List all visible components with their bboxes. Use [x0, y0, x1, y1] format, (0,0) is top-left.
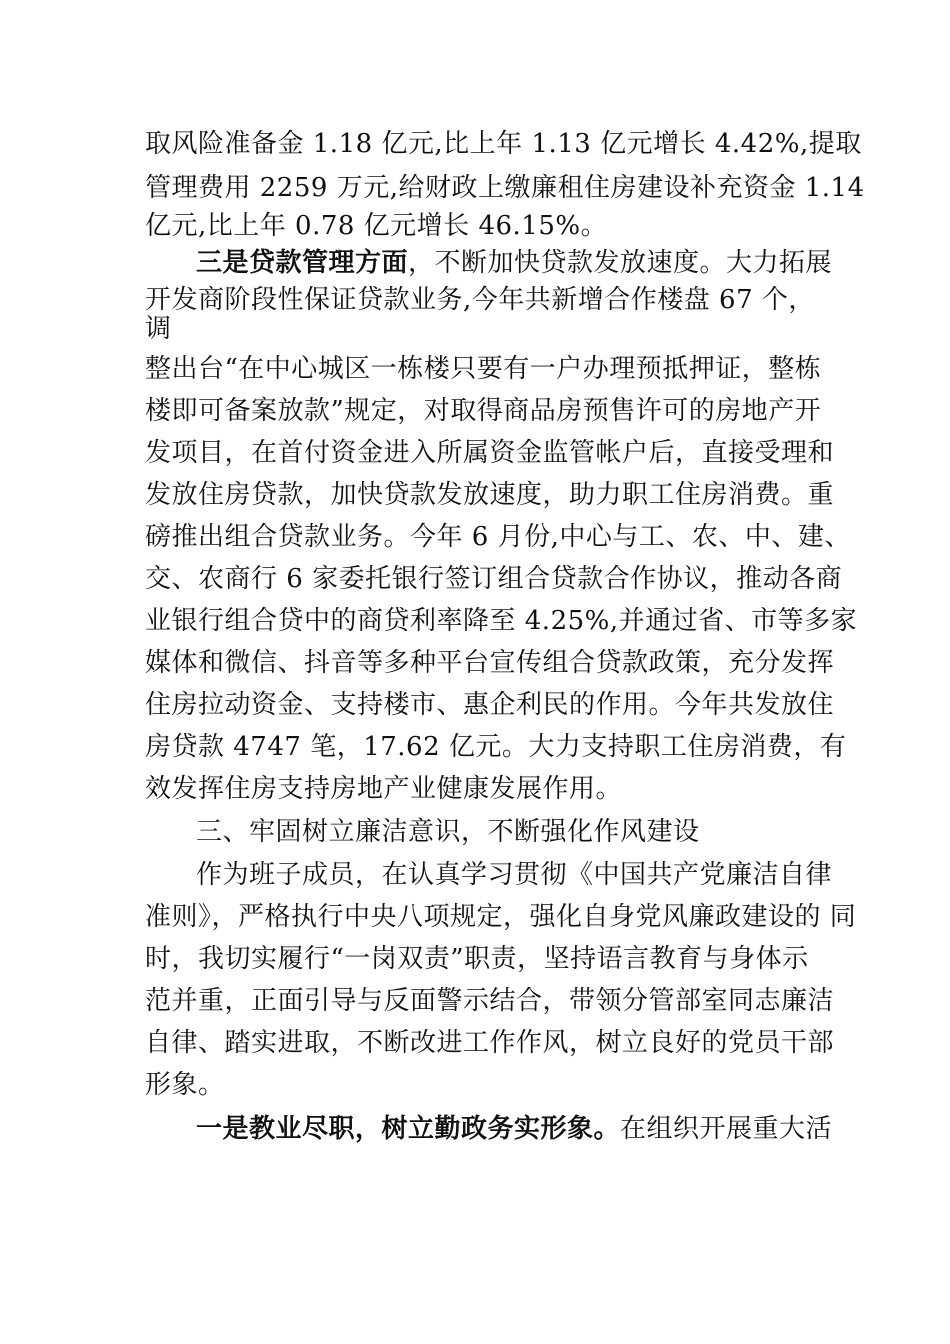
paragraph-line: 效发挥住房支持房地产业健康发展作用。	[145, 774, 623, 804]
paragraph-line: 亿元,比上年 0.78 亿元增长 46.15%。	[145, 211, 608, 241]
paragraph-line: 发项目，在首付资金进入所属资金监管帐户后，直接受理和	[145, 438, 835, 468]
paragraph-line: 调	[145, 314, 172, 344]
paragraph-line: 准则》，严格执行中央八项规定，强化自身党风廉政建设的 同	[145, 902, 857, 932]
bold-lead: 一是教业尽职，树立勤政务实形象。	[196, 1114, 621, 1144]
paragraph-line: 自律、踏实进取，不断改进工作作风，树立良好的党员干部	[145, 1028, 835, 1058]
paragraph-line: 住房拉动资金、支持楼市、惠企利民的作用。今年共发放住	[145, 690, 835, 720]
paragraph-line: 磅推出组合贷款业务。今年 6 月份,中心与工、农、中、建、	[145, 522, 851, 552]
paragraph-text: 在组织开展重大活	[620, 1114, 833, 1144]
paragraph-line: 形象。	[145, 1070, 225, 1100]
paragraph-line: 媒体和微信、抖音等多种平台宣传组合贷款政策，充分发挥	[145, 648, 835, 678]
paragraph-text: ，不断加快贷款发放速度。大力拓展	[408, 248, 833, 278]
paragraph-line: 取风险准备金 1.18 亿元,比上年 1.13 亿元增长 4.42%,提取	[145, 129, 862, 159]
paragraph-line: 时，我切实履行“一岗双责”职责，坚持语言教育与身体示	[145, 944, 809, 974]
paragraph-line	[196, 246, 832, 280]
paragraph-line: 整出台“在中心城区一栋楼只要有一户办理预抵押证，整栋	[145, 354, 822, 384]
paragraph-line: 交、农商行 6 家委托银行签订组合贷款合作协议，推动各商	[145, 564, 843, 594]
paragraph-line: 发放住房贷款，加快贷款发放速度，助力职工住房消费。重	[145, 480, 835, 510]
paragraph-line: 开发商阶段性保证贷款业务,今年共新增合作楼盘 67 个，	[145, 285, 815, 315]
bold-lead: 三是贷款管理方面	[196, 248, 409, 278]
paragraph-line: 作为班子成员，在认真学习贯彻《中国共产党廉洁自律	[196, 860, 833, 890]
paragraph-line: 管理费用 2259 万元,给财政上缴廉租住房建设补充资金 1.14	[145, 173, 865, 203]
paragraph-line: 业银行组合贷中的商贷利率降至 4.25%,并通过省、市等多家	[145, 606, 858, 636]
section-heading: 三、牢固树立廉洁意识，不断强化作风建设	[196, 817, 700, 847]
paragraph-line: 范并重，正面引导与反面警示结合，带领分管部室同志廉洁	[145, 986, 835, 1016]
paragraph-line: 房贷款 4747 笔，17.62 亿元。大力支持职工住房消费，有	[145, 732, 847, 762]
paragraph-line: 楼即可备案放款”规定，对取得商品房预售许可的房地产开	[145, 396, 822, 426]
paragraph-line	[196, 1112, 832, 1146]
